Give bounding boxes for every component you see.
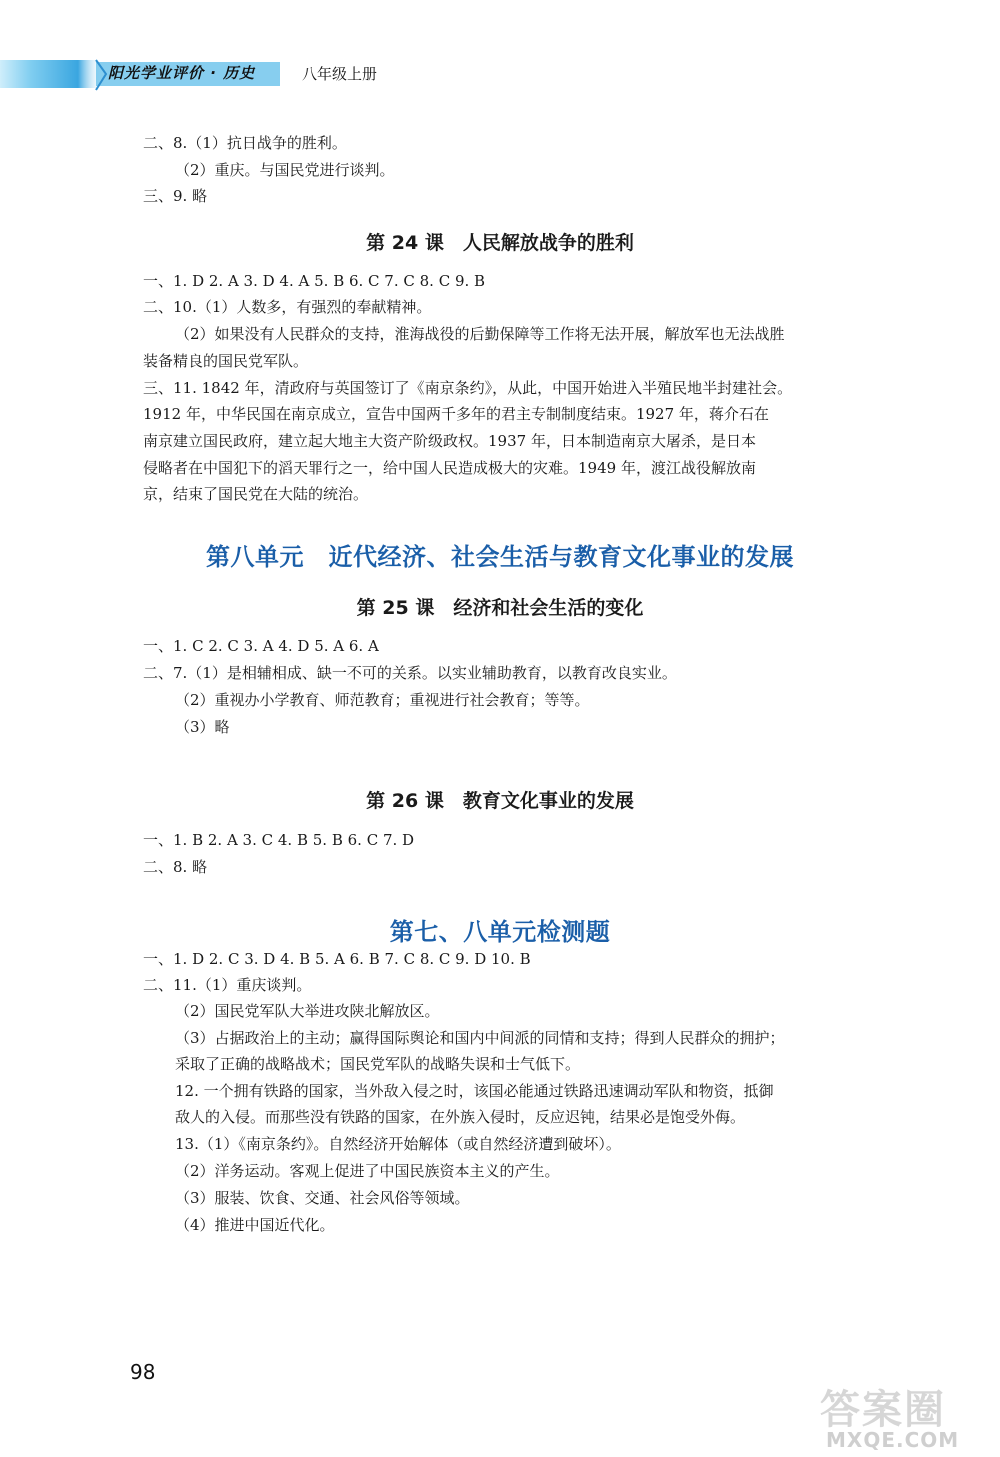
answer-line: 13.（1）《南京条约》。自然经济开始解体（或自然经济遭到破坏）。 [175,1135,621,1153]
answer-line: 一、1. C 2. C 3. A 4. D 5. A 6. A [143,637,379,655]
answer-line: （2）重视办小学教育、师范教育；重视进行社会教育；等等。 [175,691,590,709]
answer-line: 敌人的入侵。而那些没有铁路的国家，在外族入侵时，反应迟钝，结果必是饱受外侮。 [175,1108,746,1126]
answer-line: （4）推进中国近代化。 [175,1216,335,1234]
answer-line: 12. 一个拥有铁路的国家，当外敌入侵之时，该国必能通过铁路迅速调动军队和物资，抵御 [175,1082,774,1100]
answer-line: （3）服装、饮食、交通、社会风俗等领域。 [175,1189,470,1207]
unit-8-title: 第八单元 近代经济、社会生活与教育文化事业的发展 [206,543,794,571]
answer-line: （2）重庆。与国民党进行谈判。 [175,161,395,179]
answer-line: 二、8. 略 [143,858,208,876]
lesson-24-title: 第 24 课 人民解放战争的胜利 [366,232,634,254]
answer-line: 三、9. 略 [143,187,208,205]
answer-line: 二、10.（1）人数多，有强烈的奉献精神。 [143,298,432,316]
lesson-25-title: 第 25 课 经济和社会生活的变化 [356,597,644,619]
answer-line: 南京建立国民政府，建立起大地主大资产阶级政权。1937 年，日本制造南京大屠杀，是日本 [143,432,756,450]
answer-line: 装备精良的国民党军队。 [143,352,309,370]
watermark-en: MXQE.COM [826,1428,960,1452]
answer-line: （2）国民党军队大举进攻陕北解放区。 [175,1002,440,1020]
unit-7-8-test-title: 第七、八单元检测题 [389,918,611,946]
answer-line: （2）如果没有人民群众的支持，淮海战役的后勤保障等工作将无法开展，解放军也无法战胜 [175,325,785,343]
answer-line: 1912 年，中华民国在南京成立，宣告中国两千多年的君主专制制度结束。1927 年，蒋介石在 [143,405,769,423]
answer-line: （2）洋务运动。客观上促进了中国民族资本主义的产生。 [175,1162,560,1180]
header-series-title: 阳光学业评价 · 历史 [108,64,256,82]
answer-line: （3）略 [175,718,230,736]
answer-line: 二、7.（1）是相辅相成、缺一不可的关系。以实业辅助教育，以教育改良实业。 [143,664,677,682]
answer-line: 三、11. 1842 年，清政府与英国签订了《南京条约》，从此，中国开始进入半殖民地半封建社会。 [143,379,793,397]
answer-line: （3）占据政治上的主动；赢得国际舆论和国内中间派的同情和支持；得到人民群众的拥护； [175,1029,785,1047]
answer-line: 一、1. D 2. A 3. D 4. A 5. B 6. C 7. C 8. C 9. B [143,272,486,290]
watermark-logo [820,1378,990,1453]
answer-line: 侵略者在中国犯下的滔天罪行之一，给中国人民造成极大的灾难。1949 年，渡江战役解放南 [143,459,756,477]
page-number: 98 [130,1360,156,1384]
answer-line: 二、8.（1）抗日战争的胜利。 [143,134,347,152]
header-grade: 八年级上册 [302,65,378,83]
answer-line: 一、1. D 2. C 3. D 4. B 5. A 6. B 7. C 8. C 9. D 10. B [143,950,531,968]
answer-line: 二、11.（1）重庆谈判。 [143,976,312,994]
answer-line: 京，结束了国民党在大陆的统治。 [143,485,369,503]
answer-line: 一、1. B 2. A 3. C 4. B 5. B 6. C 7. D [143,831,415,849]
watermark-cn: 答案圈 [820,1387,946,1433]
lesson-26-title: 第 26 课 教育文化事业的发展 [366,790,634,812]
answer-line: 采取了正确的战略战术；国民党军队的战略失误和士气低下。 [175,1055,581,1073]
